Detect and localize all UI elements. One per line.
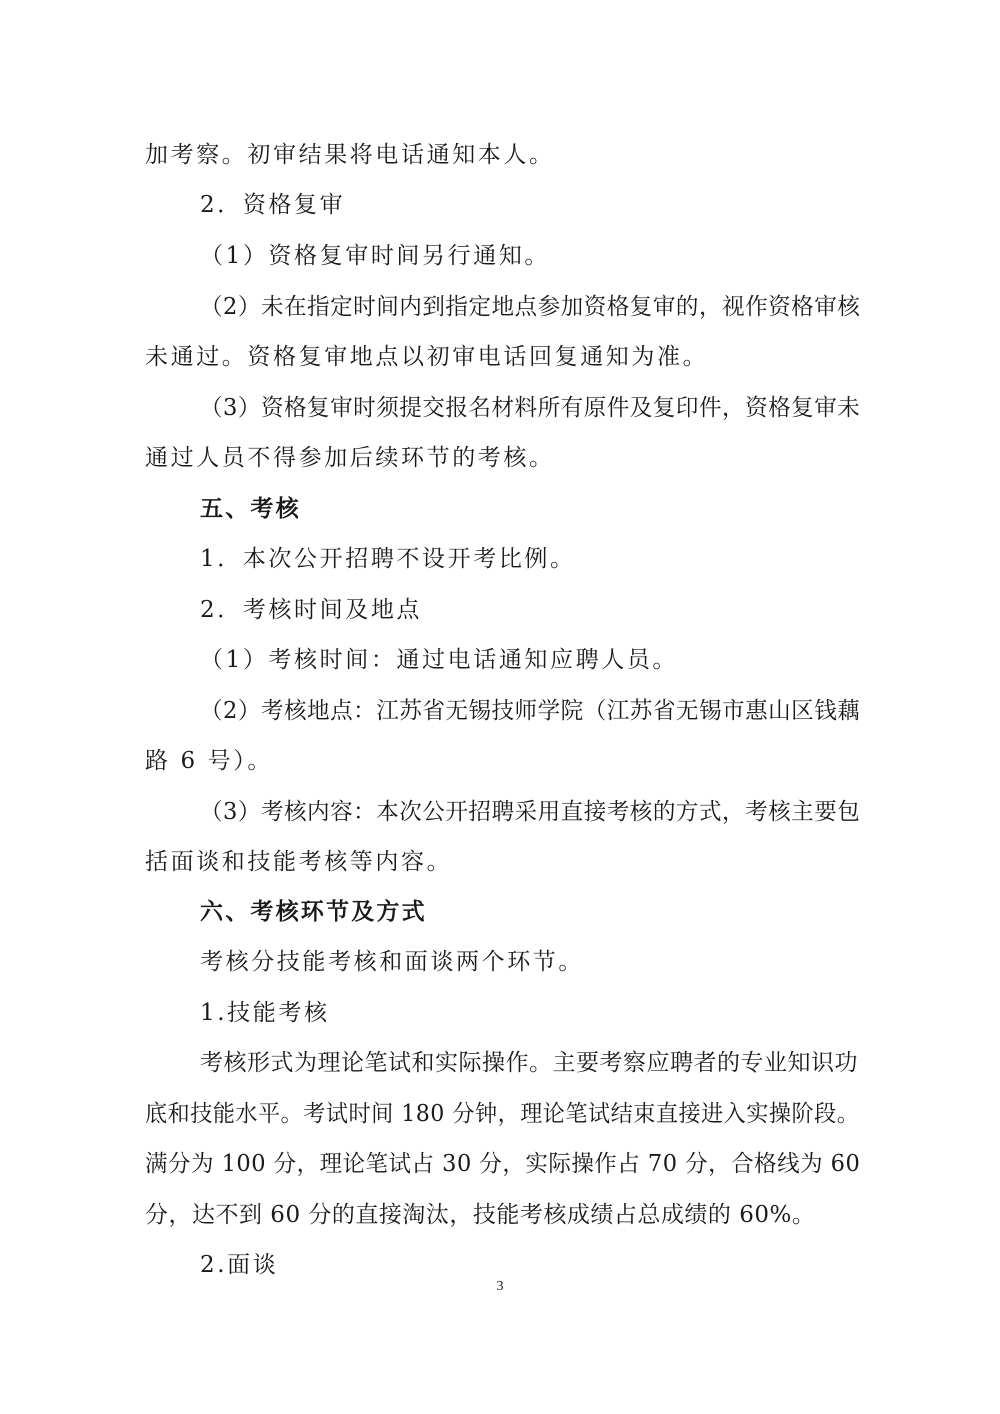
- subsection-heading: 2．考核时间及地点: [200, 597, 423, 623]
- list-item: （2）未在指定时间内到指定地点参加资格复审的，视作资格审核: [200, 294, 861, 320]
- body-text-line: 括面谈和技能考核等内容。: [145, 849, 453, 875]
- list-item: 1．本次公开招聘不设开考比例。: [200, 546, 576, 572]
- list-item: （3）考核内容：本次公开招聘采用直接考核的方式，考核主要包: [200, 799, 861, 825]
- section-heading: 五、考核: [200, 495, 301, 522]
- subsection-heading: 1.技能考核: [200, 1000, 330, 1026]
- list-item: （1）考核时间：通过电话通知应聘人员。: [200, 647, 679, 673]
- body-text-line: 未通过。资格复审地点以初审电话回复通知为准。: [145, 344, 709, 370]
- body-text-line: 分，达不到 60 分的直接淘汰，技能考核成绩占总成绩的 60%。: [145, 1202, 816, 1228]
- list-item: （3）资格复审时须提交报名材料所有原件及复印件，资格复审未: [200, 395, 861, 421]
- page-number: 3: [496, 1279, 504, 1294]
- subsection-heading: 2.面谈: [200, 1252, 279, 1278]
- list-item: （1）资格复审时间另行通知。: [200, 243, 551, 269]
- body-text-line: 通过人员不得参加后续环节的考核。: [145, 445, 555, 471]
- body-text-line: 加考察。初审结果将电话通知本人。: [145, 142, 555, 168]
- body-text-line: 考核分技能考核和面谈两个环节。: [200, 949, 584, 975]
- body-text-line: 考核形式为理论笔试和实际操作。主要考察应聘者的专业知识功: [200, 1050, 858, 1076]
- list-item: （2）考核地点：江苏省无锡技师学院（江苏省无锡市惠山区钱藕: [200, 698, 861, 724]
- section-heading: 六、考核环节及方式: [200, 898, 427, 925]
- subsection-heading: 2．资格复审: [200, 192, 346, 218]
- body-text-line: 底和技能水平。考试时间 180 分钟，理论笔试结束直接进入实操阶段。: [145, 1101, 860, 1127]
- body-text-line: 满分为 100 分，理论笔试占 30 分，实际操作占 70 分，合格线为 60: [145, 1151, 861, 1177]
- body-text-line: 路 6 号）。: [145, 748, 273, 774]
